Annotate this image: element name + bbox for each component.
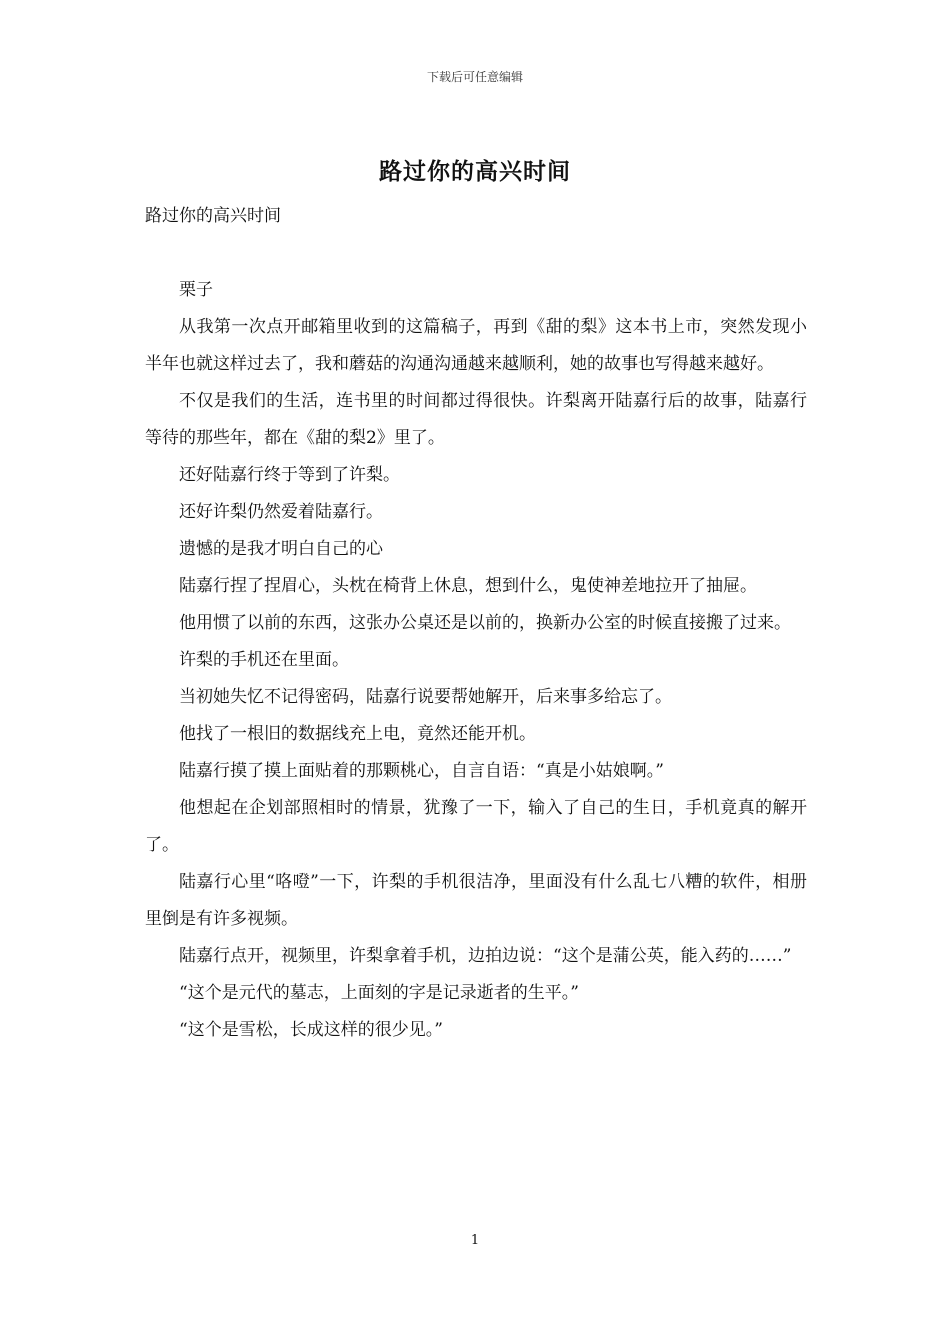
paragraph: 当初她失忆不记得密码，陆嘉行说要帮她解开，后来事多给忘了。 xyxy=(179,687,672,707)
subtitle-line: 路过你的高兴时间 xyxy=(145,206,281,226)
paragraph: “这个是雪松，长成这样的很少见。” xyxy=(179,1020,443,1040)
document-title: 路过你的高兴时间 xyxy=(379,158,571,185)
paragraph: 许梨的手机还在里面。 xyxy=(179,650,349,670)
paragraph: 遗憾的是我才明白自己的心 xyxy=(179,539,383,559)
page-header-note: 下载后可任意编辑 xyxy=(426,70,523,84)
paragraph: “这个是元代的墓志，上面刻的字是记录逝者的生平。” xyxy=(179,983,579,1003)
paragraph: 他用惯了以前的东西，这张办公桌还是以前的，换新办公室的时候直接搬了过来。 xyxy=(179,613,791,633)
paragraph: 不仅是我们的生活，连书里的时间都过得很快。许梨离开陆嘉行后的故事，陆嘉行等待的那些年，都在《甜的梨2》里了。 xyxy=(145,391,807,448)
page-number: 1 xyxy=(470,1233,480,1248)
paragraph: 陆嘉行捏了捏眉心，头枕在椅背上休息，想到什么，鬼使神差地拉开了抽屉。 xyxy=(179,576,757,596)
document-body xyxy=(145,198,807,1049)
paragraph: 陆嘉行点开，视频里，许梨拿着手机，边拍边说：“这个是蒲公英，能入药的……” xyxy=(179,946,792,966)
paragraph: 还好陆嘉行终于等到了许梨。 xyxy=(179,465,400,485)
paragraph: 陆嘉行心里“咯噔”一下，许梨的手机很洁净，里面没有什么乱七八糟的软件，相册里倒是有许多视频。 xyxy=(145,872,807,929)
paragraph: 陆嘉行摸了摸上面贴着的那颗桃心，自言自语：“真是小姑娘啊。” xyxy=(179,761,664,781)
blank-line xyxy=(145,235,807,272)
paragraph: 他找了一根旧的数据线充上电，竟然还能开机。 xyxy=(179,724,536,744)
author-line: 栗子 xyxy=(179,280,213,300)
paragraph: 从我第一次点开邮箱里收到的这篇稿子，再到《甜的梨》这本书上市，突然发现小半年也就这样过去了，我和蘑菇的沟通沟通越来越顺利，她的故事也写得越来越好。 xyxy=(145,317,807,374)
paragraph: 他想起在企划部照相时的情景，犹豫了一下，输入了自己的生日，手机竟真的解开了。 xyxy=(145,798,807,855)
paragraph: 还好许梨仍然爱着陆嘉行。 xyxy=(179,502,383,522)
